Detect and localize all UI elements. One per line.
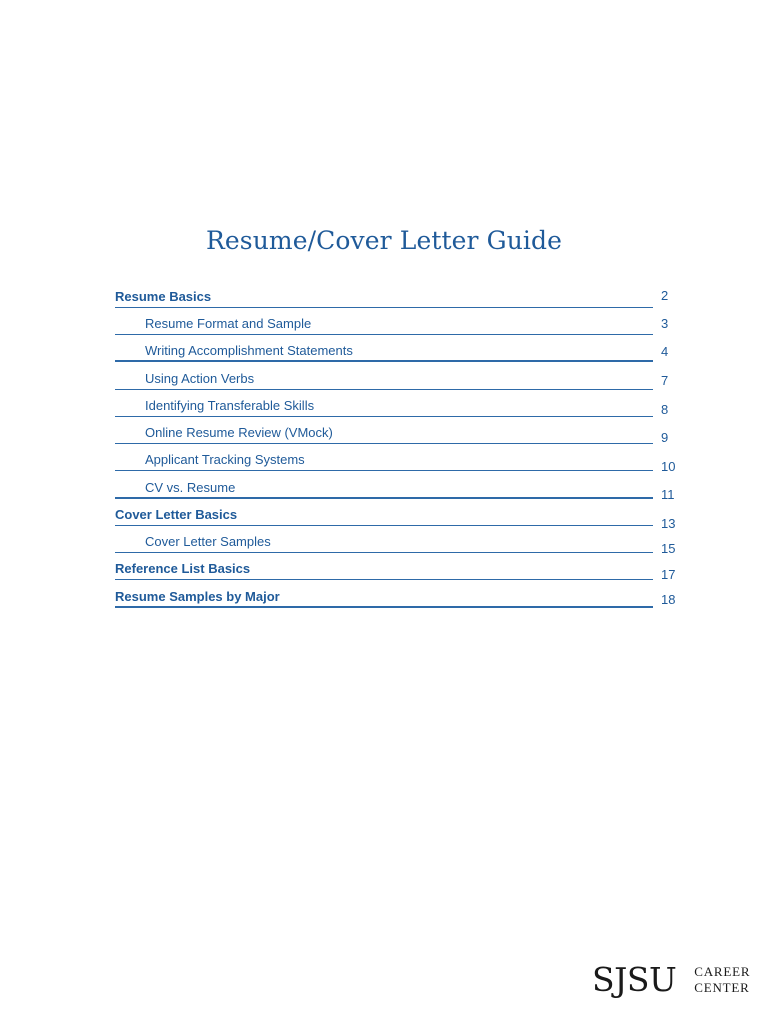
toc-item-cv-vs-resume[interactable]	[115, 473, 683, 502]
toc-item-applicant-tracking-systems[interactable]	[115, 445, 683, 474]
page-title: Resume/Cover Letter Guide	[205, 226, 562, 255]
toc-page-number[interactable]: 2	[661, 288, 669, 303]
toc-page-number[interactable]: 8	[661, 402, 669, 417]
sjsu-career-center-logo	[592, 962, 750, 998]
toc-divider	[115, 552, 653, 553]
toc-divider	[115, 579, 653, 580]
toc-divider	[115, 497, 653, 499]
toc-page-number[interactable]: 13	[661, 516, 676, 531]
toc-page-number[interactable]: 15	[661, 541, 676, 556]
toc-item-cover-letter-basics[interactable]	[115, 500, 683, 531]
logo-wordmark: SJSU	[592, 960, 677, 999]
toc-item-label[interactable]: Identifying Transferable Skills	[145, 398, 315, 413]
logo-caption-line-2: CENTER	[694, 980, 750, 995]
toc-page-number[interactable]: 10	[661, 459, 676, 474]
toc-divider	[115, 606, 653, 608]
toc-divider	[115, 443, 653, 444]
logo-caption-line-1: CAREER	[694, 964, 751, 979]
toc-divider	[115, 360, 653, 362]
toc-item-reference-list-basics[interactable]	[115, 554, 683, 580]
toc-page-number[interactable]: 4	[661, 344, 669, 359]
toc-item-label[interactable]: Online Resume Review (VMock)	[145, 425, 333, 440]
toc-divider	[115, 389, 653, 390]
toc-divider	[115, 416, 653, 417]
toc-item-label[interactable]: Reference List Basics	[115, 561, 251, 576]
toc-item-label[interactable]: Resume Format and Sample	[145, 316, 312, 331]
toc-item-resume-format-and-sample[interactable]	[115, 309, 683, 335]
toc-page-number[interactable]: 7	[661, 373, 669, 388]
toc-item-writing-accomplishment-statements[interactable]	[115, 336, 683, 362]
toc-divider	[115, 307, 653, 308]
toc-item-label[interactable]: Using Action Verbs	[145, 371, 255, 386]
toc-item-label[interactable]: Cover Letter Samples	[145, 534, 271, 549]
toc-item-label[interactable]: Resume Basics	[115, 289, 212, 304]
toc-item-label[interactable]: Resume Samples by Major	[115, 589, 280, 604]
toc-item-label[interactable]: Writing Accomplishment Statements	[145, 343, 353, 358]
toc-page-number[interactable]: 17	[661, 567, 676, 582]
toc-item-resume-basics[interactable]	[115, 282, 683, 308]
toc-item-resume-samples-by-major[interactable]	[115, 582, 683, 608]
toc-item-label[interactable]: Cover Letter Basics	[115, 507, 238, 522]
toc-item-cover-letter-samples[interactable]	[115, 527, 683, 556]
toc-page-number[interactable]: 18	[661, 592, 676, 607]
toc-divider	[115, 470, 653, 471]
toc-page-number[interactable]: 3	[661, 316, 669, 331]
toc-item-identifying-transferable-skills[interactable]	[115, 391, 683, 417]
toc-page-number[interactable]: 11	[661, 487, 675, 502]
toc-item-label[interactable]: Applicant Tracking Systems	[145, 452, 305, 467]
toc-divider	[115, 334, 653, 335]
toc-item-label[interactable]: CV vs. Resume	[145, 480, 236, 495]
toc-item-using-action-verbs[interactable]	[115, 364, 683, 390]
toc-page-number[interactable]: 9	[661, 430, 669, 445]
toc-item-online-resume-review[interactable]	[115, 418, 683, 444]
logo-caption	[694, 964, 750, 996]
toc-divider	[115, 525, 653, 526]
